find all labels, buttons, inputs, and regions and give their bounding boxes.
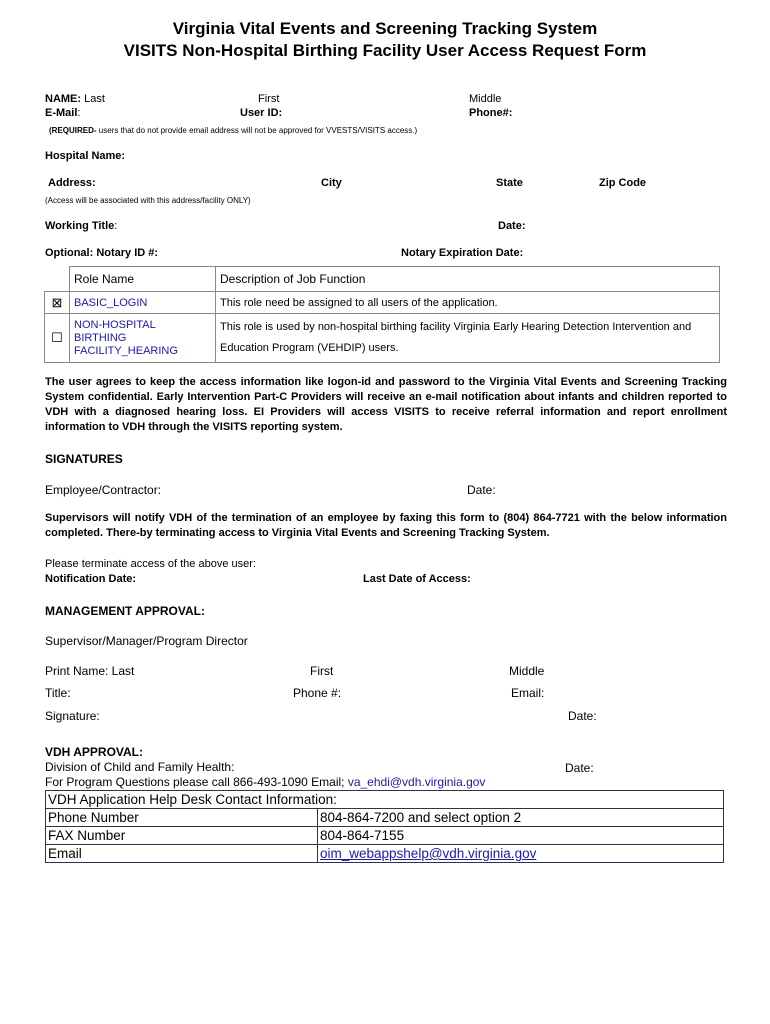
address-note: (Access will be associated with this address/facility ONLY) — [45, 196, 251, 205]
role-name: BASIC_LOGIN — [70, 292, 216, 314]
notary-id-label: Optional: Notary ID #: — [45, 247, 159, 259]
state-label: State — [496, 177, 523, 189]
print-name-label: Print Name: Last — [45, 664, 135, 678]
email-field-row — [45, 107, 80, 119]
role-name-line: NON-HOSPITAL — [74, 318, 156, 331]
help-desk-label: FAX Number — [46, 827, 318, 845]
address-label: Address: — [48, 177, 96, 189]
role-name-line: FACILITY_HEARING — [74, 344, 178, 357]
vdh-approval-heading: VDH APPROVAL: — [45, 745, 144, 759]
email-colon: : — [77, 107, 81, 119]
user-id-label: User ID: — [240, 107, 283, 119]
roles-table-header — [45, 267, 720, 292]
manager-title-label: Title: — [45, 686, 71, 700]
role-name-header: Role Name — [70, 267, 216, 292]
program-email-link[interactable]: va_ehdi@vdh.virginia.gov — [347, 775, 486, 789]
checkbox-checked-icon[interactable]: ⊠ — [45, 292, 70, 314]
agreement-paragraph: The user agrees to keep the access information like logon-id and password to the Virginia Vital Events and Screening Tracking System confidential. Early Intervention Part-C Providers will receive an e-mail notification about infants and children reported to VDH with a diagnosed hearing loss. EI Providers will access VISITS to receive referral information and report enrollment information to VDH through the VISITS reporting system. — [45, 376, 727, 433]
email-label: E-Mail — [45, 107, 78, 119]
middle-name-label: Middle — [469, 93, 502, 105]
checkbox-header-cell — [45, 267, 70, 292]
role-description — [216, 314, 720, 363]
manager-phone-label: Phone #: — [293, 686, 342, 700]
help-desk-table — [45, 790, 724, 863]
last-name-label: Last — [84, 93, 105, 105]
name-field-row — [45, 93, 105, 105]
management-approval-heading: MANAGEMENT APPROVAL: — [45, 604, 205, 618]
required-note — [49, 126, 417, 135]
please-terminate-label: Please terminate access of the above user: — [45, 558, 256, 570]
signatures-heading: SIGNATURES — [45, 452, 123, 466]
program-questions-text: For Program Questions please call 866-493-1090 Email; — [45, 775, 348, 789]
role-description-line: Education Program (VEHDIP) users. — [220, 342, 399, 354]
manager-signature-label: Signature: — [45, 709, 100, 723]
table-row — [46, 845, 724, 863]
role-description: This role need be assigned to all users of the application. — [216, 292, 720, 314]
help-desk-label: Email — [46, 845, 318, 863]
supervisor-label: Supervisor/Manager/Program Director — [45, 634, 248, 648]
help-desk-title: VDH Application Help Desk Contact Information: — [46, 791, 724, 809]
division-label: Division of Child and Family Health: — [45, 760, 235, 774]
role-name — [70, 314, 216, 363]
signature-date-label: Date: — [467, 483, 496, 497]
help-desk-value: 804-864-7155 — [318, 827, 724, 845]
table-row — [46, 827, 724, 845]
zip-code-label: Zip Code — [599, 177, 647, 189]
form-title-line1: Virginia Vital Events and Screening Tracking System — [172, 19, 598, 38]
help-desk-title-row — [46, 791, 724, 809]
manager-date-label: Date: — [568, 709, 597, 723]
termination-paragraph: Supervisors will notify VDH of the termination of an employee by faxing this form to (804) 864-7721 with the below information completed. There-by terminating access to Virginia Vital Events and Screening Tracking System. — [45, 512, 727, 539]
date-label: Date: — [498, 220, 526, 232]
city-label: City — [321, 177, 342, 189]
first-name-label: First — [258, 93, 280, 105]
working-title-colon: : — [114, 220, 118, 232]
roles-table — [44, 266, 720, 363]
table-row — [46, 809, 724, 827]
notary-expiration-label: Notary Expiration Date: — [401, 247, 524, 259]
role-name-line: BIRTHING — [74, 331, 127, 344]
phone-label: Phone#: — [469, 107, 513, 119]
description-header: Description of Job Function — [216, 267, 720, 292]
working-title-row — [45, 220, 117, 232]
checkbox-unchecked-icon[interactable]: ☐ — [45, 314, 70, 363]
last-date-of-access-label: Last Date of Access: — [363, 573, 471, 585]
employee-contractor-label: Employee/Contractor: — [45, 483, 162, 497]
notification-date-label: Notification Date: — [45, 573, 137, 585]
required-note-text: users that do not provide email address will not be approved for VVESTS/VISITS access.) — [96, 126, 418, 135]
program-questions-line — [45, 775, 485, 789]
help-desk-label: Phone Number — [46, 809, 318, 827]
help-desk-email-cell — [318, 845, 724, 863]
manager-email-label: Email: — [511, 686, 545, 700]
hospital-name-label: Hospital Name: — [45, 150, 126, 162]
role-description-line: This role is used by non-hospital birthing facility Virginia Early Hearing Detection Intervention and — [220, 321, 692, 333]
manager-middle-label: Middle — [509, 664, 545, 678]
table-row — [45, 292, 720, 314]
vdh-date-label: Date: — [565, 761, 594, 775]
working-title-label: Working Title — [45, 220, 115, 232]
name-label: NAME: — [45, 93, 82, 105]
form-title-line2: VISITS Non-Hospital Birthing Facility User Access Request Form — [123, 41, 647, 60]
help-desk-email-link[interactable]: oim_webappshelp@vdh.virginia.gov — [320, 846, 537, 861]
required-label: (REQUIRED- — [49, 126, 97, 135]
manager-first-label: First — [310, 664, 334, 678]
help-desk-value: 804-864-7200 and select option 2 — [318, 809, 724, 827]
table-row — [45, 314, 720, 363]
